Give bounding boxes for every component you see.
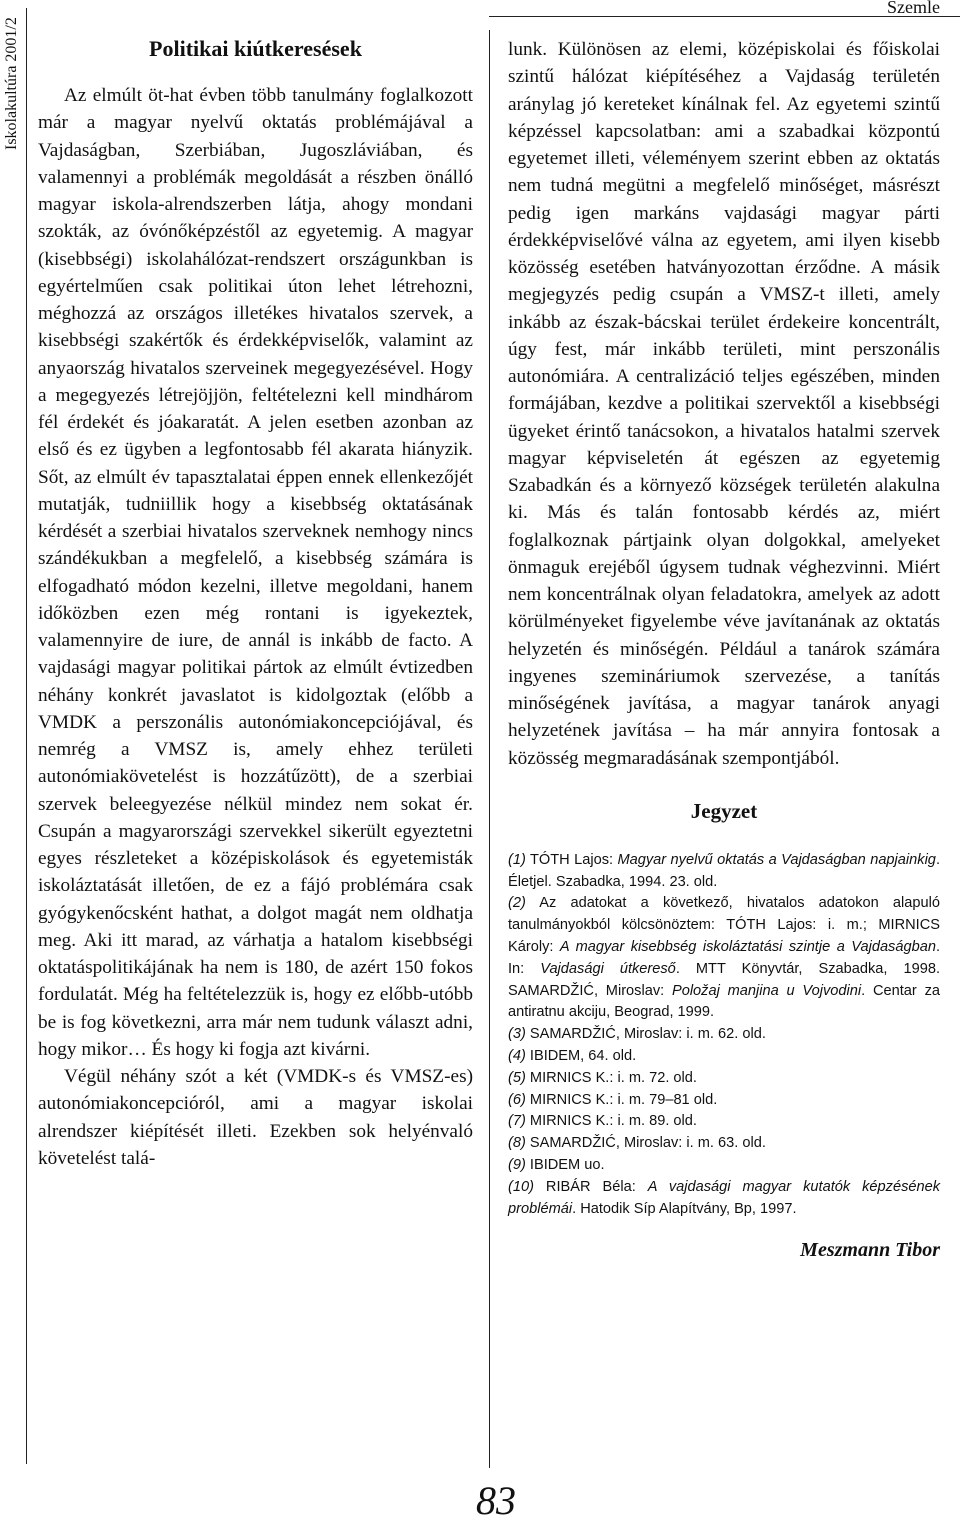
note-number: (9) — [508, 1156, 526, 1173]
note-text: . In: — [508, 938, 941, 977]
note-text: MIRNICS K.: i. m. 89. old. — [529, 1113, 697, 1130]
note-text: . Hatodik Síp Alapítvány, Bp, 1997. — [572, 1200, 797, 1217]
note-item — [508, 850, 940, 894]
note-item — [508, 1155, 940, 1177]
note-title: A magyar kisebbség iskoláztatási szintje a Vajdaságban — [559, 938, 936, 955]
note-text: . Centar za antiratnu akciju, Beograd, 1999. — [508, 982, 940, 1021]
page-number: 83 — [476, 1478, 516, 1523]
note-item — [508, 1090, 940, 1112]
note-text: MIRNICS K.: i. m. 72. old. — [529, 1069, 697, 1086]
note-number: (5) — [508, 1069, 526, 1086]
right-column — [508, 36, 940, 1262]
note-text: IBIDEM uo. — [529, 1156, 605, 1173]
note-text: SAMARDŽIĆ, Miroslav: i. m. 63. old. — [529, 1135, 766, 1152]
section-label: Szemle — [887, 0, 940, 17]
note-text: IBIDEM, 64. old. — [529, 1047, 637, 1064]
note-title: Vajdasági útkereső — [540, 960, 676, 977]
note-number: (7) — [508, 1113, 526, 1130]
article-paragraph: Végül néhány szót a két (VMDK-s és VMSZ-es) autonómiakoncepcióról, ami a magyar iskolai alrendszer kiépítését illeti. Ezekben sok helyénvaló követelést talá- — [38, 1066, 473, 1169]
note-number: (3) — [508, 1026, 526, 1043]
note-number: (10) — [508, 1178, 534, 1195]
note-title: Položaj manjina u Vojvodini — [671, 982, 862, 999]
journal-label: Iskolakultúra 2001/2 — [3, 17, 20, 150]
note-number: (6) — [508, 1091, 526, 1108]
note-text: SAMARDŽIĆ, Miroslav: i. m. 62. old. — [529, 1026, 766, 1043]
note-item — [508, 1068, 940, 1090]
note-number: (1) — [508, 851, 526, 868]
note-text: MIRNICS K.: i. m. 79–81 old. — [529, 1091, 718, 1108]
note-number: (2) — [508, 895, 526, 912]
note-text: . MTT Könyvtár, Szabadka, 1998. SAMARDŽIĆ, Miroslav: — [508, 960, 940, 999]
note-text: Az adatokat a következő, hivatalos adatokon alapuló tanulmányokból kölcsönöztem: TÓTH Lajos: i. m.; MIRNICS Károly: — [508, 895, 940, 955]
column-divider — [489, 30, 490, 1468]
note-item — [508, 1024, 940, 1046]
note-text: TÓTH Lajos: — [530, 851, 618, 868]
journal-side-label — [2, 0, 24, 160]
note-item — [508, 1046, 940, 1068]
notes-heading: Jegyzet — [690, 798, 758, 823]
left-column — [38, 36, 473, 1172]
author-signature: Meszmann Tibor — [800, 1239, 940, 1262]
note-item — [508, 1133, 940, 1155]
article-title: Politikai kiútkeresések — [149, 36, 362, 61]
note-item — [508, 1111, 940, 1133]
note-text: . Életjel. Szabadka, 1994. 23. old. — [508, 851, 940, 890]
article-paragraph: Az elmúlt öt-hat évben több tanulmány foglalkozott már a magyar nyelvű oktatás problémájával a Vajdaságban, Szerbiában, Jugoszláviában, és valamennyi a problémák megoldását a részben önálló magyar iskola-alrendszerben látja, ahogy mondani szokták, az óvónőképzéstől az egyetemig. A magyar (kisebbségi) iskolahálózat-rendszert országunkban is egyértelműen csak politikai úton lehet létrehozni, méghozzá az országos illetékes hivatalos szervek, a kisebbségi szakértők és érdekképviselők, valamint az anyaország hivatalos szerveinek megegyezésével. Hogy a megegyezés létrejöjjön, feltételezni kell mindhárom fél érdekét és jóakaratát. A jelen esetben azonban az első és ez ügyben a legfontosabb fél akarata hiányzik. Sőt, az elmúlt év tapasztalatai éppen ennek ellenkezőjét mutatják, tudniillik hogy a kisebbség oktatásának kérdését a szerbiai hivatalos szerveknek nemhogy nincs szándékukban a megfelelő, a kisebbség számára is elfogadható módon kezelni, illetve megoldani, hanem időközben ezen még rontani is igyekeztek, valamennyire de iure, de annál is inkább de facto. A vajdasági magyar politikai pártok az elmúlt évtizedben néhány konkrét javaslatot is kidolgoztak (előbb a VMDK a perszonális autonómiakoncepciójával, és nemrég a VMSZ is, amely ehhez területi autonómiakövetelést is hozzátűzött), de a szerbiai szervek beleegyezése nélkül mindez nem sokat ér. Csupán a magyarországi szervekkel sikerült egyeztetni egyes részleteket a középiskolások és egyetemisták iskoláztatását illetően, de ez a fájó problémára csak gyógykenőcsként hathat, a dolgot magát nem oldhatja meg. Aki itt marad, az várhatja a hatalom kisebbségi oktatáspolitikájának ha nem is 180, de azért 150 fokos fordulatát. Még ha feltételezzük is, hogy ez előbb-utóbb be is fog következni, arra már nem tudunk választ adni, hogy mikor… És hogy ki fogja azt kivárni. — [38, 85, 473, 1060]
note-text: RIBÁR Béla: — [545, 1178, 648, 1195]
note-title: A vajdasági magyar kutatók képzésének problémái — [508, 1178, 941, 1217]
note-title: Magyar nyelvű oktatás a Vajdaságban napjainkig — [617, 851, 936, 868]
note-item — [508, 893, 940, 1024]
note-number: (8) — [508, 1135, 526, 1152]
note-item — [508, 1177, 940, 1221]
notes-list — [508, 850, 940, 1221]
note-number: (4) — [508, 1047, 526, 1064]
left-margin-rule — [26, 8, 27, 1464]
article-paragraph: lunk. Különösen az elemi, középiskolai és főiskolai szintű hálózat kiépítéséhez a Vajdaság területén aránylag jó kereteket kínálnak fel. Az egyetemi szintű képzéssel kapcsolatban: ami a szabadkai központú egyetemet illeti, véleményem szerint ebben az oktatás nem tudná megütni a megfelelő minőséget, másrészt pedig igen markáns vajdasági magyar párti érdekképviselővé válna az egyetem, ami ilyen kisebb közösség esetében hatványozottan érződne. A másik megjegyzés pedig csupán a VMSZ-t illeti, amely inkább az észak-bácskai terület érdekeire koncentrált, úgy fest, már inkább területi, mint perszonális autonómiára. A centralizáció teljes egészében, minden formájában, kezdve a politikai szervektől a kisebbségi ügyeket érintő tanácsokon, a hivatalos hatalmi szervek magyar képviseletén át egészen az egyetemig Szabadkán és a környező községek területén alakulna ki. Más és talán fontosabb kérdés az, miért foglalkoznak pártjaink olyan dolgokkal, amelyeket önmaguk erejéből úgysem tudnak véghezvinni. Miért nem koncentrálnak olyan feladatokra, amelyek az adott körülményeket figyelembe véve javítanának az oktatás helyzetén és minőségén. Például a tanárok számára ingyenes szemináriumok szervezése, a tanítás minőségének javítása, a magyar tanárok anyagi helyzetének javítása – ha már annyira fontosak a közösség megmaradásának szempontjából. — [508, 39, 940, 769]
